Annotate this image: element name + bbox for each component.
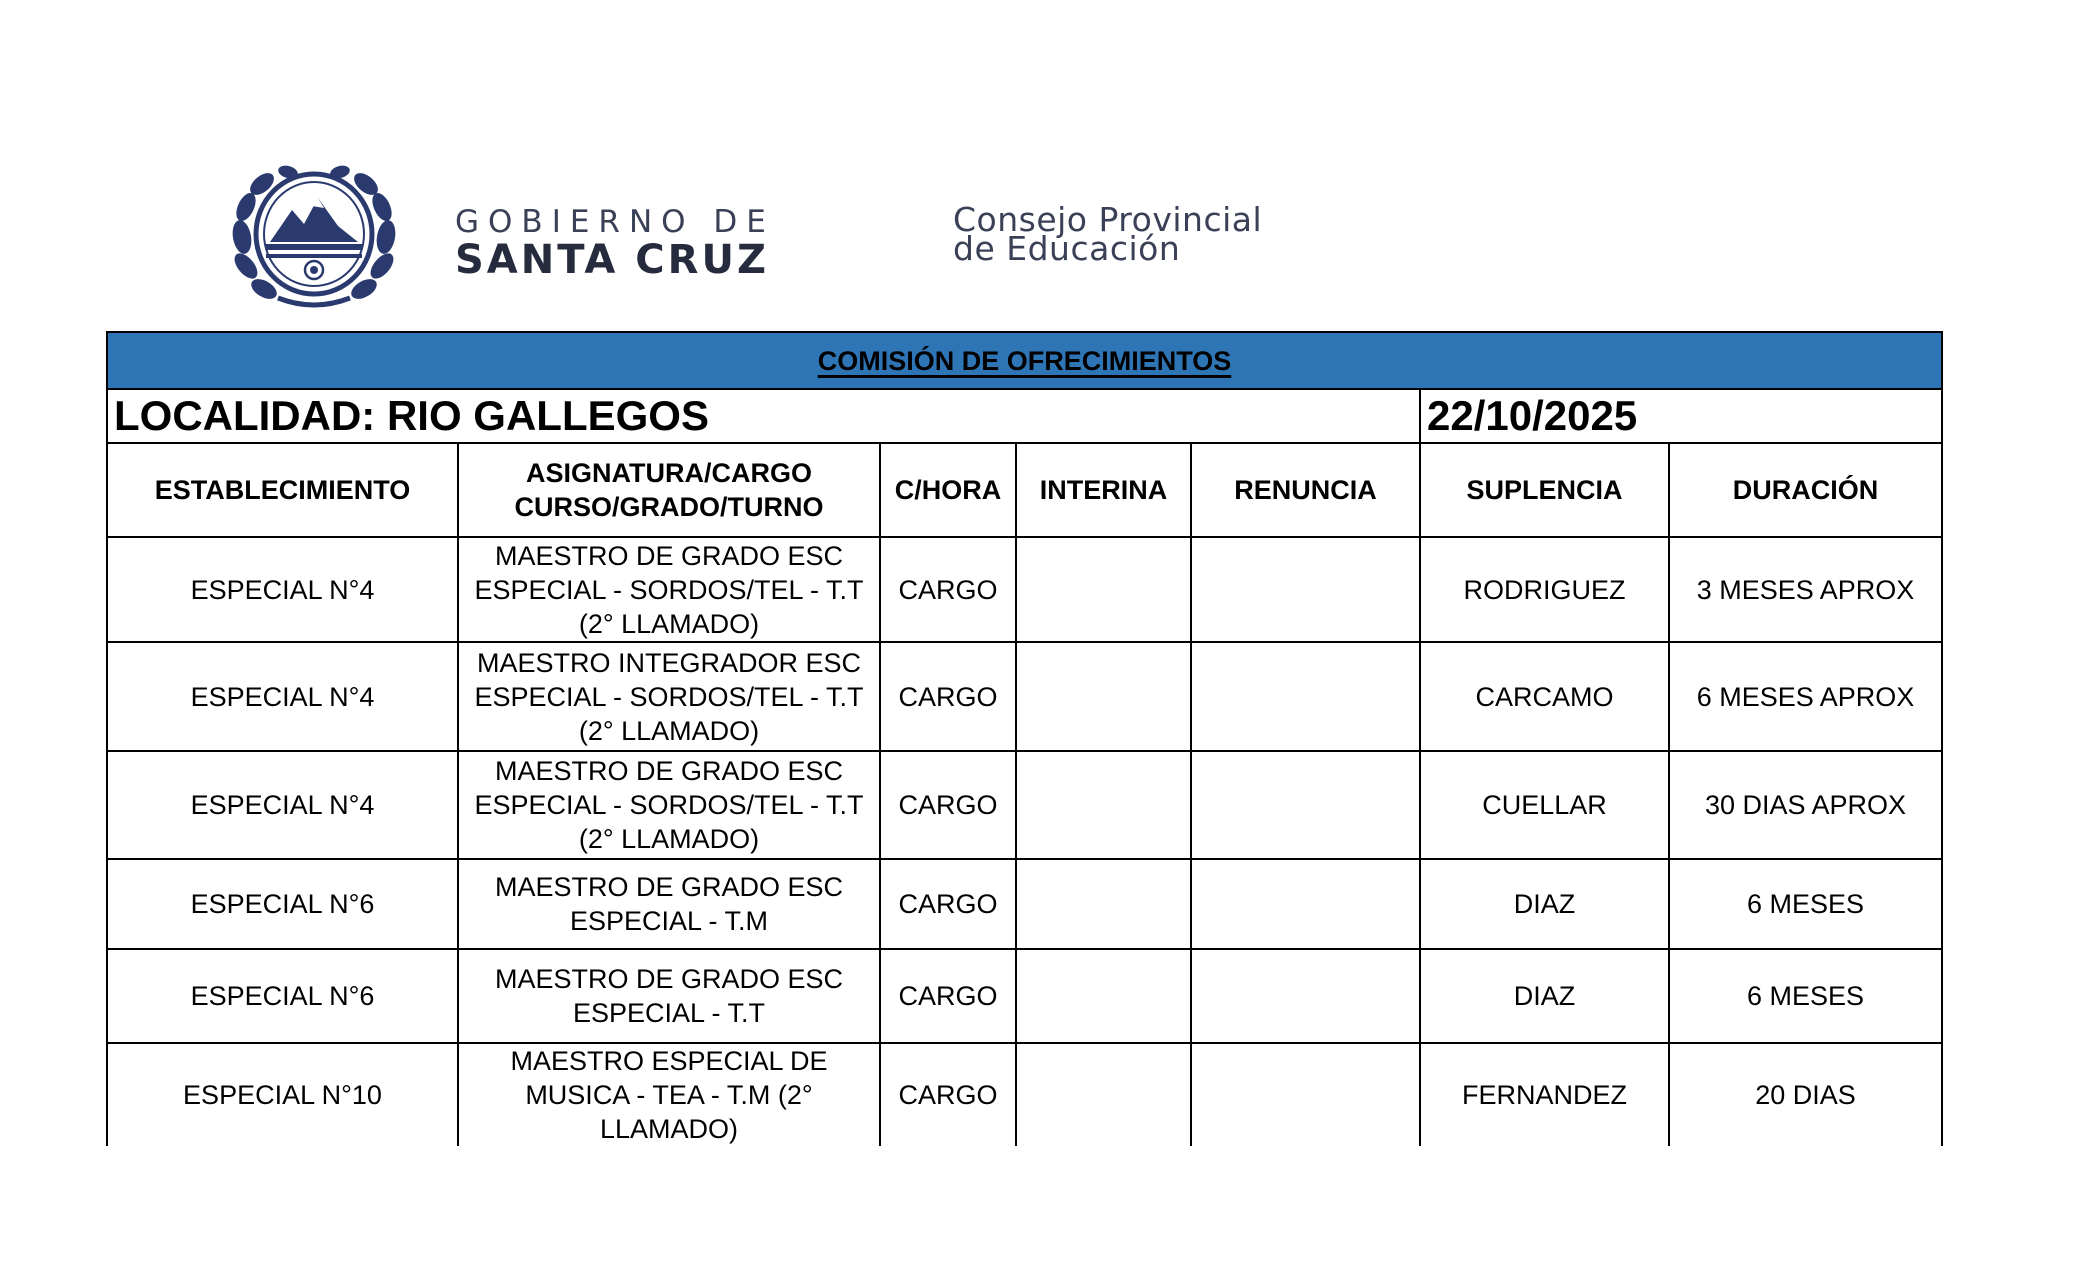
brand-line-1: GOBIERNO DE	[455, 204, 775, 240]
asignatura-line: MUSICA - TEA - T.M (2°	[525, 1080, 813, 1110]
table-row	[107, 751, 1942, 859]
cell-interina	[1016, 537, 1191, 642]
column-header-chora: C/HORA	[880, 443, 1016, 537]
cell-establecimiento: ESPECIAL N°4	[107, 751, 458, 859]
asignatura-line: MAESTRO INTEGRADOR ESC	[476, 647, 862, 678]
sheet-title-cell	[107, 332, 1942, 389]
title-row	[107, 332, 1942, 389]
asignatura-line: ESPECIAL - SORDOS/TEL - T.T	[474, 681, 864, 712]
offers-table	[106, 331, 1943, 1146]
santa-cruz-seal-icon	[220, 162, 408, 312]
cell-duracion: 6 MESES APROX	[1669, 642, 1942, 751]
cell-establecimiento: ESPECIAL N°6	[107, 859, 458, 949]
asignatura-line: MAESTRO ESPECIAL DE	[510, 1046, 828, 1076]
asignatura-line: ESPECIAL - SORDOS/TEL - T.T	[474, 790, 864, 820]
council-line-2: de Educación	[953, 229, 1181, 268]
column-header-interina: INTERINA	[1016, 443, 1191, 537]
cell-establecimiento: ESPECIAL N°4	[107, 537, 458, 642]
cell-suplencia: FERNANDEZ	[1420, 1043, 1669, 1146]
cell-duracion: 6 MESES	[1669, 949, 1942, 1043]
cell-asignatura	[458, 1043, 880, 1146]
cell-renuncia	[1191, 751, 1420, 859]
cell-renuncia	[1191, 949, 1420, 1043]
cell-establecimiento: ESPECIAL N°4	[107, 642, 458, 751]
cell-asignatura	[458, 751, 880, 859]
cell-chora: CARGO	[880, 537, 1016, 642]
cell-suplencia: DIAZ	[1420, 949, 1669, 1043]
column-header-suplencia: SUPLENCIA	[1420, 443, 1669, 537]
asignatura-line: (2° LLAMADO)	[578, 608, 760, 639]
council-line-1: Consejo Provincial	[953, 200, 1263, 239]
cell-chora: CARGO	[880, 859, 1016, 949]
table-row	[107, 537, 1942, 642]
document-header	[220, 160, 1370, 320]
asignatura-line: ESPECIAL - T.T	[572, 998, 766, 1028]
cell-establecimiento: ESPECIAL N°10	[107, 1043, 458, 1146]
cell-renuncia	[1191, 859, 1420, 949]
asignatura-line: MAESTRO DE GRADO ESC	[494, 756, 844, 786]
table-row	[107, 949, 1942, 1043]
table-row	[107, 1043, 1942, 1146]
asignatura-line: MAESTRO DE GRADO ESC	[494, 964, 844, 994]
cell-interina	[1016, 859, 1191, 949]
cell-establecimiento: ESPECIAL N°6	[107, 949, 458, 1043]
asignatura-line: ESPECIAL - SORDOS/TEL - T.T	[474, 574, 864, 605]
column-header-renuncia: RENUNCIA	[1191, 443, 1420, 537]
cell-asignatura	[458, 537, 880, 642]
cell-suplencia: CUELLAR	[1420, 751, 1669, 859]
asignatura-line: MAESTRO DE GRADO ESC	[494, 872, 844, 902]
cell-duracion: 20 DIAS	[1669, 1043, 1942, 1146]
cell-chora: CARGO	[880, 949, 1016, 1043]
cell-renuncia	[1191, 1043, 1420, 1146]
column-header-asignatura-line2: CURSO/GRADO/TURNO	[514, 492, 824, 522]
cell-suplencia: CARCAMO	[1420, 642, 1669, 751]
asignatura-line: (2° LLAMADO)	[578, 715, 760, 746]
cell-interina	[1016, 1043, 1191, 1146]
locality: LOCALIDAD: RIO GALLEGOS	[107, 389, 1420, 443]
cell-renuncia	[1191, 642, 1420, 751]
column-header-asignatura	[458, 443, 880, 537]
sheet-title: COMISIÓN DE OFRECIMIENTOS	[817, 345, 1232, 376]
education-council-brand	[953, 200, 1263, 268]
locality-row	[107, 389, 1942, 443]
cell-duracion: 3 MESES APROX	[1669, 537, 1942, 642]
cell-duracion: 6 MESES	[1669, 859, 1942, 949]
asignatura-line: MAESTRO DE GRADO ESC	[494, 540, 844, 571]
brand-line-2: SANTA CRUZ	[455, 237, 769, 283]
cell-asignatura	[458, 642, 880, 751]
cell-chora: CARGO	[880, 751, 1016, 859]
table-row	[107, 642, 1942, 751]
asignatura-line: (2° LLAMADO)	[578, 824, 760, 854]
cell-interina	[1016, 642, 1191, 751]
cell-asignatura	[458, 949, 880, 1043]
cell-chora: CARGO	[880, 642, 1016, 751]
cell-asignatura	[458, 859, 880, 949]
cell-interina	[1016, 751, 1191, 859]
government-brand	[455, 205, 775, 281]
date: 22/10/2025	[1420, 389, 1942, 443]
column-header-duracion: DURACIÓN	[1669, 443, 1942, 537]
column-header-row	[107, 443, 1942, 537]
asignatura-line: ESPECIAL - T.M	[569, 906, 769, 936]
cell-suplencia: RODRIGUEZ	[1420, 537, 1669, 642]
cell-suplencia: DIAZ	[1420, 859, 1669, 949]
cell-renuncia	[1191, 537, 1420, 642]
column-header-establecimiento: ESTABLECIMIENTO	[107, 443, 458, 537]
table-row	[107, 859, 1942, 949]
cell-interina	[1016, 949, 1191, 1043]
cell-duracion: 30 DIAS APROX	[1669, 751, 1942, 859]
column-header-asignatura-line1: ASIGNATURA/CARGO	[526, 458, 812, 488]
cell-chora: CARGO	[880, 1043, 1016, 1146]
asignatura-line: LLAMADO)	[599, 1114, 739, 1144]
